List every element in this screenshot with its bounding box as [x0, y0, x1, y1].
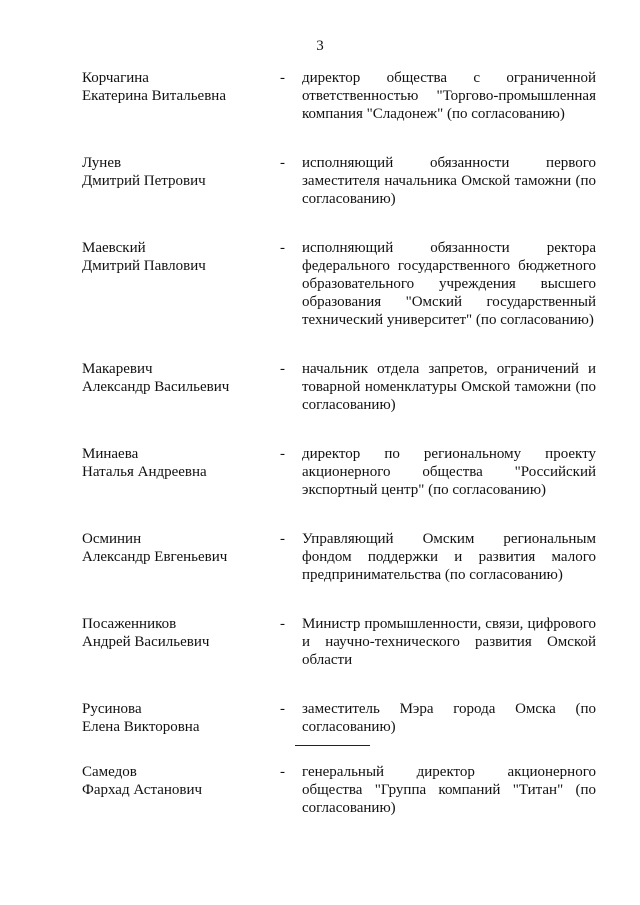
description-line: образования "Омский государственный: [302, 294, 596, 310]
list-item: [82, 239, 596, 329]
surname: Посаженников: [82, 616, 177, 632]
surname: Самедов: [82, 764, 137, 780]
dash: -: [280, 531, 285, 547]
surname: Лунев: [82, 155, 122, 171]
person-name: [82, 615, 280, 651]
person-name: [82, 69, 280, 105]
description-line: исполняющий обязанности ректора: [302, 240, 596, 256]
description-line: компания "Сладонеж" (по согласованию): [302, 106, 565, 122]
dash: -: [280, 70, 285, 86]
description-line: акционерного общества "Российский: [302, 464, 596, 480]
given-names: Екатерина Витальевна: [82, 88, 226, 104]
given-names: Александр Васильевич: [82, 379, 230, 395]
surname: Маевский: [82, 240, 146, 256]
given-names: Елена Викторовна: [82, 719, 200, 735]
list-item: [82, 445, 596, 499]
list-item: [82, 360, 596, 414]
given-names: Андрей Васильевич: [82, 634, 210, 650]
description-line: технический университет" (по согласованию): [302, 312, 594, 328]
dash: -: [280, 446, 285, 462]
description-line: товарной номенклатуры Омской таможни (по: [302, 379, 596, 395]
position-description: [302, 615, 596, 669]
position-description: [302, 239, 596, 329]
dash: -: [280, 361, 285, 377]
position-description: [302, 445, 596, 499]
description-line: согласованию): [302, 800, 396, 816]
description-line: образовательного учреждения высшего: [302, 276, 596, 292]
closing-rule: [295, 745, 370, 746]
description-line: экспортный центр" (по согласованию): [302, 482, 547, 498]
description-line: общества "Группа компаний "Титан" (по: [302, 782, 596, 798]
dash: -: [280, 155, 285, 171]
surname: Минаева: [82, 446, 139, 462]
dash: -: [280, 764, 285, 780]
members-list: [82, 69, 596, 817]
description-line: предпринимательства (по согласованию): [302, 567, 563, 583]
list-item: [82, 700, 596, 736]
description-line: директор по региональному проекту: [302, 446, 596, 462]
person-name: [82, 763, 280, 799]
description-line: директор общества с ограниченной: [302, 70, 596, 86]
description-line: области: [302, 652, 353, 668]
description-line: исполняющий обязанности первого: [302, 155, 596, 171]
position-description: [302, 360, 596, 414]
position-description: [302, 154, 596, 208]
description-line: генеральный директор акционерного: [302, 764, 596, 780]
list-item: [82, 530, 596, 584]
person-name: [82, 445, 280, 481]
given-names: Дмитрий Петрович: [82, 173, 206, 189]
surname: Осминин: [82, 531, 142, 547]
dash: -: [280, 616, 285, 632]
description-line: согласованию): [302, 719, 396, 735]
position-description: [302, 69, 596, 123]
description-line: и научно-технического развития Омской: [302, 634, 596, 650]
given-names: Александр Евгеньевич: [82, 549, 228, 565]
description-line: начальник отдела запретов, ограничений и: [302, 361, 596, 377]
dash: -: [280, 701, 285, 717]
position-description: [302, 763, 596, 817]
description-line: Министр промышленности, связи, цифрового: [302, 616, 596, 632]
given-names: Дмитрий Павлович: [82, 258, 206, 274]
description-line: ответственностью "Торгово-промышленная: [302, 88, 596, 104]
surname: Корчагина: [82, 70, 149, 86]
person-name: [82, 530, 280, 566]
list-item: [82, 154, 596, 208]
surname: Русинова: [82, 701, 142, 717]
description-line: Управляющий Омским региональным: [302, 531, 596, 547]
person-name: [82, 700, 280, 736]
list-item: [82, 763, 596, 817]
description-line: согласованию): [302, 397, 396, 413]
position-description: [302, 530, 596, 584]
dash: -: [280, 240, 285, 256]
position-description: [302, 700, 596, 736]
description-line: заместитель Мэра города Омска (по: [302, 701, 596, 717]
list-item: [82, 615, 596, 669]
description-line: федерального государственного бюджетного: [302, 258, 596, 274]
description-line: согласованию): [302, 191, 396, 207]
list-item: [82, 69, 596, 123]
page-number: 3: [316, 38, 324, 54]
person-name: [82, 154, 280, 190]
person-name: [82, 239, 280, 275]
given-names: Фархад Астанович: [82, 782, 203, 798]
person-name: [82, 360, 280, 396]
given-names: Наталья Андреевна: [82, 464, 207, 480]
surname: Макаревич: [82, 361, 153, 377]
description-line: заместителя начальника Омской таможни (по: [302, 173, 596, 189]
description-line: фондом поддержки и развития малого: [302, 549, 596, 565]
